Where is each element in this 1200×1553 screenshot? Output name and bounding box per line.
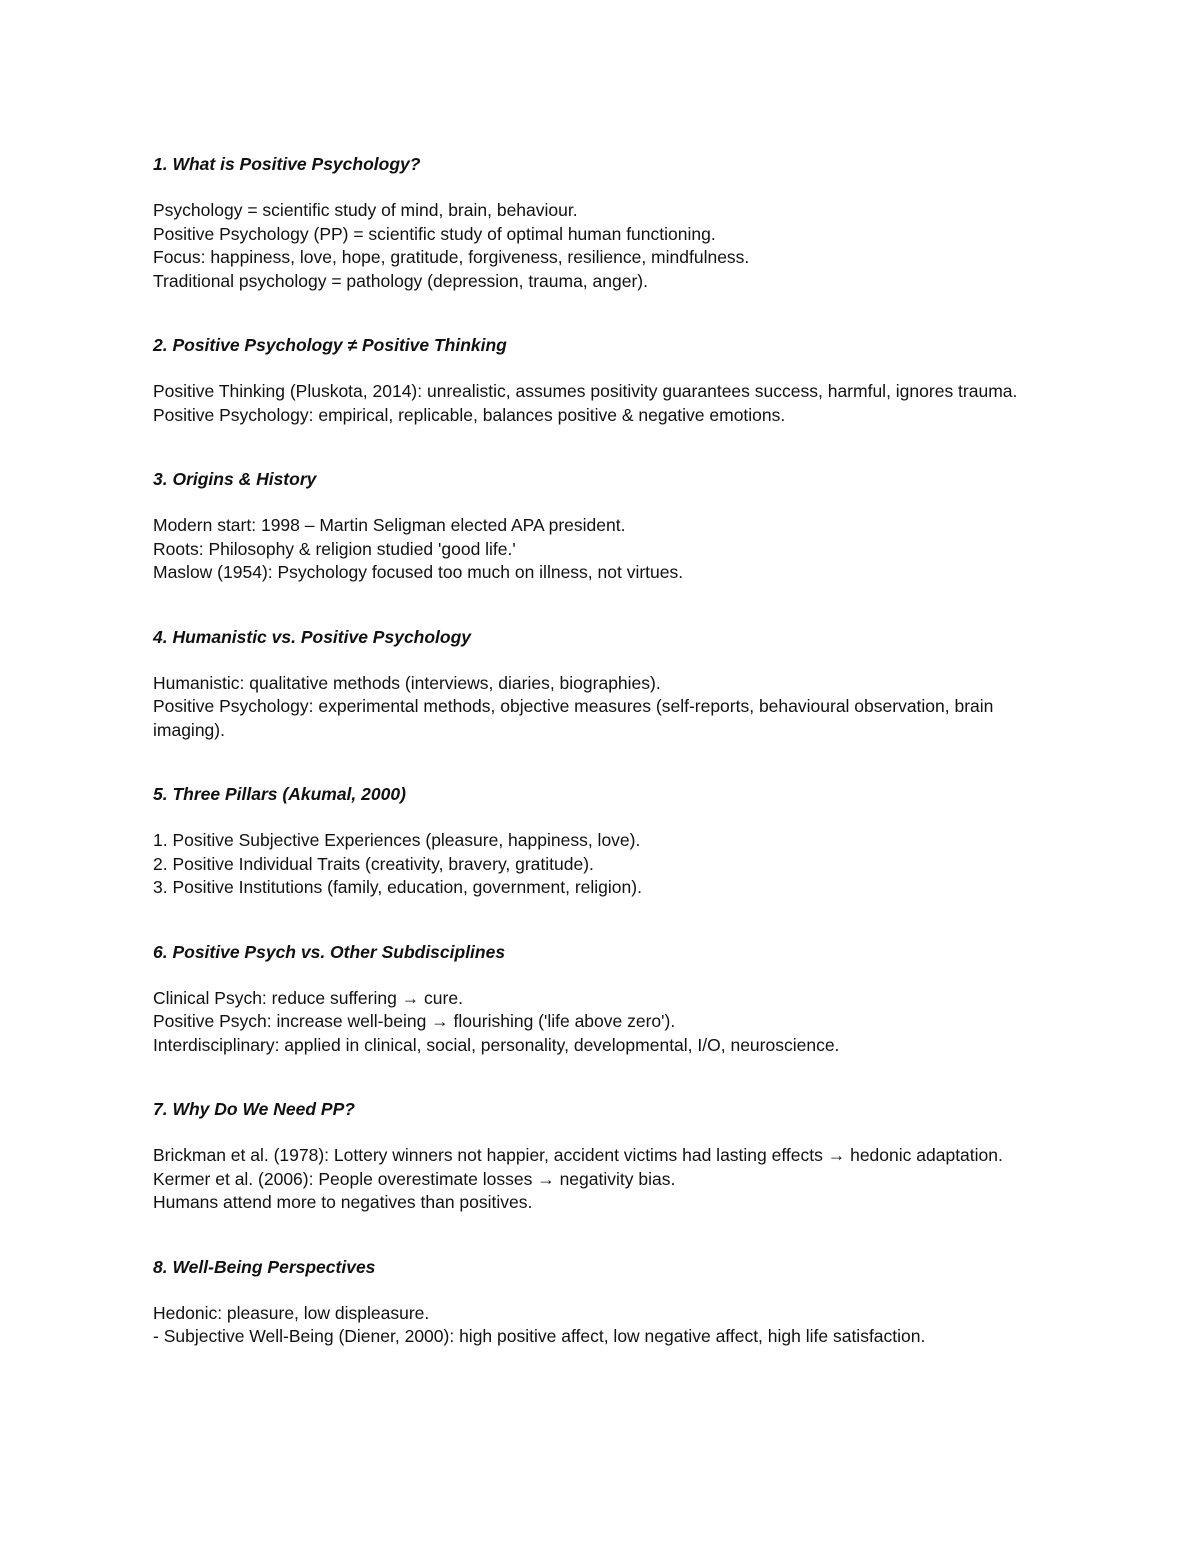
section-heading: 8. Well-Being Perspectives — [153, 1256, 376, 1277]
section-heading: 3. Origins & History — [153, 469, 317, 489]
section-line: Positive Psych: increase well-being → flourishing ('life above zero'). — [153, 1011, 676, 1031]
section-line: 1. Positive Subjective Experiences (pleasure, happiness, love). — [153, 830, 641, 850]
section-origins-history — [153, 467, 1063, 585]
section-line: Clinical Psych: reduce suffering → cure. — [153, 987, 463, 1008]
section-heading: 5. Three Pillars (Akumal, 2000) — [153, 784, 406, 804]
section-heading: 2. Positive Psychology ≠ Positive Thinking — [153, 335, 507, 355]
section-line: Positive Psychology (PP) = scientific study of optimal human functioning. — [153, 223, 716, 244]
section-three-pillars — [153, 782, 1063, 900]
document-page — [153, 152, 1063, 1349]
section-what-is-positive-psychology — [153, 152, 1063, 293]
section-other-subdisciplines — [153, 940, 1063, 1058]
section-line: Positive Thinking (Pluskota, 2014): unrealistic, assumes positivity guarantees success, harmful, ignores trauma. — [153, 381, 1018, 401]
section-line: 3. Positive Institutions (family, education, government, religion). — [153, 877, 642, 897]
section-line: - Subjective Well-Being (Diener, 2000): high positive affect, low negative affect, high life satisfaction. — [153, 1326, 926, 1346]
section-line: Humans attend more to negatives than positives. — [153, 1192, 533, 1212]
section-line: Humanistic: qualitative methods (interviews, diaries, biographies). — [153, 672, 661, 693]
section-humanistic-vs-positive — [153, 625, 1063, 743]
section-well-being-perspectives — [153, 1255, 1063, 1349]
section-positive-thinking — [153, 333, 1063, 427]
section-line: Traditional psychology = pathology (depression, trauma, anger). — [153, 270, 648, 291]
section-line: Positive Psychology: empirical, replicable, balances positive & negative emotions. — [153, 404, 786, 425]
section-line: Psychology = scientific study of mind, brain, behaviour. — [153, 200, 578, 220]
section-line: Positive Psychology: experimental methods, objective measures (self-reports, behavioural observation, brain imaging). — [153, 696, 994, 740]
section-line: Roots: Philosophy & religion studied 'good life.' — [153, 538, 516, 559]
section-heading: 1. What is Positive Psychology? — [153, 154, 421, 174]
section-heading: 4. Humanistic vs. Positive Psychology — [153, 626, 472, 647]
section-why-need-pp — [153, 1097, 1063, 1215]
section-heading: 6. Positive Psych vs. Other Subdisciplines — [153, 941, 506, 962]
section-heading: 7. Why Do We Need PP? — [153, 1099, 355, 1119]
section-line: Interdisciplinary: applied in clinical, social, personality, developmental, I/O, neuroscience. — [153, 1034, 840, 1055]
section-line: 2. Positive Individual Traits (creativity, bravery, gratitude). — [153, 853, 594, 874]
section-line: Hedonic: pleasure, low displeasure. — [153, 1302, 430, 1323]
section-line: Modern start: 1998 – Martin Seligman elected APA president. — [153, 515, 626, 535]
section-line: Brickman et al. (1978): Lottery winners not happier, accident victims had lasting effects → hedonic adaptation. — [153, 1145, 1003, 1165]
section-line: Kermer et al. (2006): People overestimate losses → negativity bias. — [153, 1168, 676, 1189]
section-line: Focus: happiness, love, hope, gratitude, forgiveness, resilience, mindfulness. — [153, 247, 750, 267]
section-line: Maslow (1954): Psychology focused too much on illness, not virtues. — [153, 562, 684, 582]
